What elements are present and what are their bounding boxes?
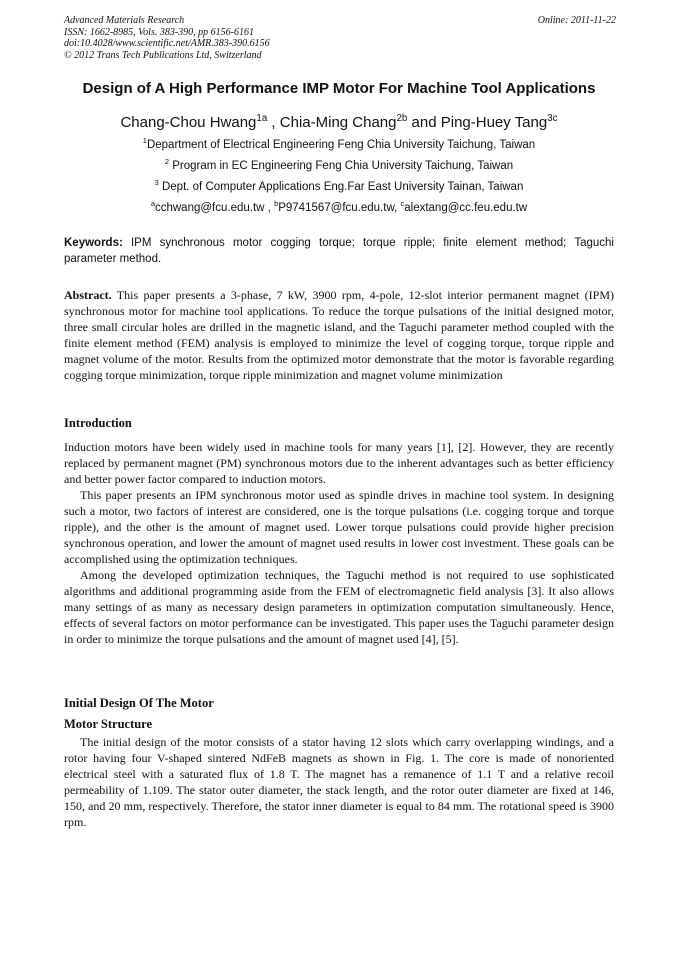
- affiliation-3-text: Dept. of Computer Applications Eng.Far East University Tainan, Taiwan: [158, 181, 524, 193]
- issn-line: ISSN: 1662-8985, Vols. 383-390, pp 6156-6161: [64, 26, 254, 38]
- copyright-line: © 2012 Trans Tech Publications Ltd, Switzerland: [64, 49, 262, 61]
- affiliation-2-text: Program in EC Engineering Feng Chia University Taichung, Taiwan: [169, 160, 514, 172]
- affiliation-2-sup: 2: [164, 157, 170, 167]
- introduction-heading: Introduction: [64, 416, 132, 430]
- author-1: Chang-Chou Hwang: [120, 114, 257, 131]
- keywords-label: Keywords:: [64, 237, 123, 249]
- author-2: Chia-Ming Chang: [279, 114, 397, 131]
- affiliation-2: [40, 157, 638, 172]
- affiliation-1-sup: 1: [142, 136, 147, 146]
- author-3-sup: 3c: [547, 113, 558, 124]
- journal-header: [64, 15, 616, 61]
- author-sep-2: and: [407, 114, 441, 131]
- online-date: Online: 2011-11-22: [537, 15, 616, 26]
- journal-name: Advanced Materials Research: [64, 15, 185, 26]
- email-c-sup: c: [400, 199, 405, 209]
- abstract-label: Abstract.: [64, 288, 112, 302]
- keywords-text: IPM synchronous motor cogging torque; torque ripple; finite element method; Taguchi parameter method.: [64, 237, 614, 265]
- affiliation-3: [40, 178, 638, 193]
- email-b: P9741567@fcu.edu.tw,: [278, 202, 401, 214]
- intro-paragraph-2: This paper presents an IPM synchronous motor used as spindle drives in machine tool system. In designing such a motor, two factors of interest are considered, one is the torque pulsations (i.e. cogging torque and torque ripple), and the other is the amount of magnet used. Lower torque pulsations could provide higher precision synchronous operation, and lower the amount of magnet used results in lower cost investment. These goals can be accomplished using the optimization techniques.: [64, 488, 614, 566]
- affiliation-3-sup: 3: [154, 178, 159, 188]
- motor-structure-paragraph: The initial design of the motor consists of a stator having 12 slots which carry overlapping windings, and a rotor having four V-shaped sintered NdFeB magnets as shown in Fig. 1. The core is made of nonoriented electrical steel with a saturated flux of 1.8 T. The magnet has a remanence of 1.1 T and a relative recoil permeability of 1.109. The stator outer diameter, the stack length, and the rotor outer diameter are fixed at 146, 150, and 20 mm, respectively. Therefore, the stator inner diameter is equal to 84 mm. The rotational speed is 3900 rpm.: [64, 735, 614, 829]
- email-a: cchwang@fcu.edu.tw ,: [154, 202, 275, 214]
- email-b-sup: b: [274, 199, 279, 209]
- motor-structure-body: [64, 734, 614, 830]
- paper-title: Design of A High Performance IMP Motor For Machine Tool Applications: [82, 80, 596, 97]
- affiliation-1: [40, 136, 638, 151]
- introduction-body: [64, 439, 614, 647]
- author-line: [40, 114, 638, 131]
- author-2-sup: 2b: [396, 113, 408, 124]
- author-1-sup: 1a: [256, 113, 268, 124]
- initial-design-heading: Initial Design Of The Motor: [64, 696, 214, 710]
- intro-paragraph-1: Induction motors have been widely used in machine tools for many years [1], [2]. However, they are recently replaced by permanent magnet (PM) synchronous motors due to the inherent advantages such as better efficiency and better power factor compared to induction motors.: [64, 440, 614, 486]
- email-c: alextang@cc.feu.edu.tw: [404, 202, 528, 214]
- motor-structure-heading: Motor Structure: [64, 717, 153, 731]
- email-a-sup: a: [150, 199, 155, 209]
- email-line: [40, 199, 638, 214]
- intro-paragraph-3: Among the developed optimization techniques, the Taguchi method is not required to use sophisticated algorithms and additional programming aside from the FEM of electromagnetic field analysis [3]. It also allows many settings of as many as necessary design parameters in optimization computation simultaneously. Hence, effects of several factors on motor performance can be investigated. This paper uses the Taguchi parameter design in order to minimize the torque pulsations and the amount of magnet used [4], [5].: [64, 568, 614, 646]
- keywords: [64, 236, 614, 267]
- abstract: [64, 287, 614, 383]
- doi-line: doi:10.4028/www.scientific.net/AMR.383-390.6156: [64, 38, 270, 49]
- affiliation-1-text: Department of Electrical Engineering Feng Chia University Taichung, Taiwan: [146, 139, 536, 151]
- author-sep-1: ,: [267, 114, 280, 131]
- abstract-text: This paper presents a 3-phase, 7 kW, 3900 rpm, 4-pole, 12-slot interior permanent magnet (IPM) synchronous motor for machine tool applications. To reduce the torque pulsations of the initial designed motor, three small circular holes are drilled in the magnetic island, and the Taguchi parameter method coupled with the finite element method (FEM) analysis is employed to minimize the level of cogging torque, torque ripple and magnet volume of the motor. Results from the optimized motor demonstrate that the motor is favorable regarding cogging torque minimization, torque ripple minimization and magnet volume minimization: [64, 288, 614, 382]
- author-3: Ping-Huey Tang: [440, 114, 548, 131]
